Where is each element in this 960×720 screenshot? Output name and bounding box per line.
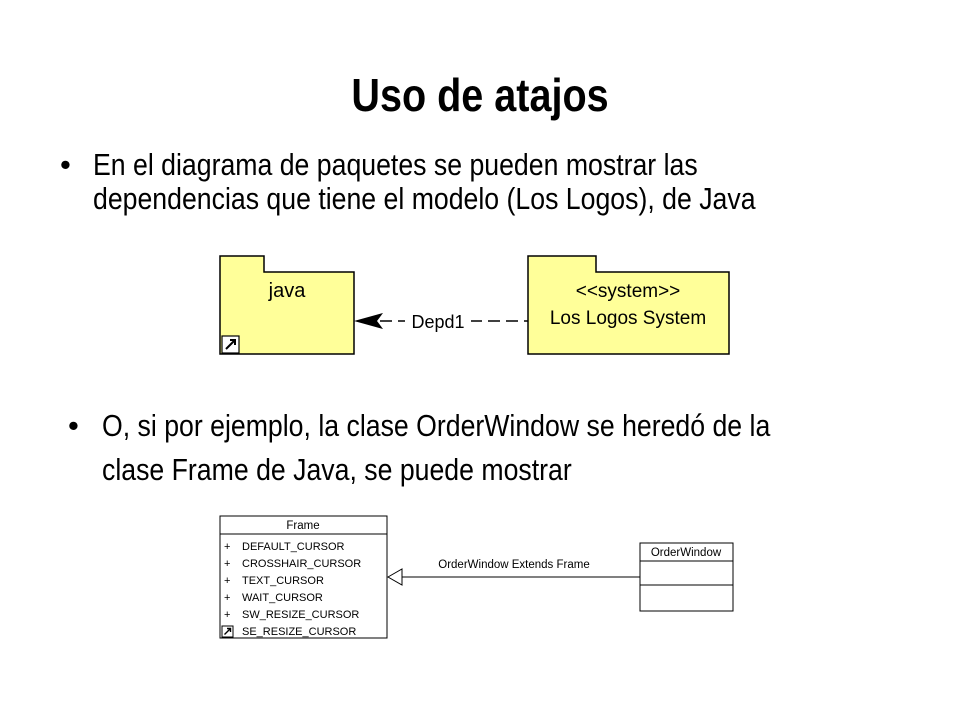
orderwindow-class-name: OrderWindow [650,547,722,559]
slide-title: Uso de atajos [351,69,609,121]
bullet-inheritance-line1: O, si por ejemplo, la clase OrderWindow se heredó de la [102,408,771,443]
java-package [220,256,354,354]
attribute-visibility: + [224,558,231,570]
attribute-visibility: + [224,575,231,587]
bullet-packages-line1: En el diagrama de paquetes se pueden mostrar las [93,147,698,182]
dependency-arrow [354,310,528,332]
generalization-arrow [388,559,640,585]
bullet-packages-line2: dependencias que tiene el modelo (Los Logos), de Java [93,181,756,216]
bullet-marker: • [60,147,71,182]
package-diagram [220,256,729,354]
bullet-inheritance-line2: clase Frame de Java, se puede mostrar [102,452,572,487]
attribute-visibility: + [224,592,231,604]
java-package-shape [220,256,354,354]
attribute-name: DEFAULT_CURSOR [242,541,345,553]
system-package-shape [528,256,729,354]
attribute-name: SW_RESIZE_CURSOR [242,609,360,621]
attribute-name: SE_RESIZE_CURSOR [242,626,357,638]
frame-class [220,516,387,638]
generalization-label: OrderWindow Extends Frame [438,559,590,571]
bullet-marker: • [68,408,79,443]
attribute-name: CROSSHAIR_CURSOR [242,558,362,570]
system-package [528,256,729,354]
shortcut-icon [222,626,233,637]
system-package-name: Los Logos System [549,308,707,329]
frame-class-name: Frame [286,520,320,532]
dependency-label: Depd1 [411,312,465,332]
shortcut-icon [222,336,239,353]
java-package-name: java [268,280,306,302]
attribute-name: WAIT_CURSOR [242,592,323,604]
system-stereotype: <<system>> [575,281,681,302]
attribute-visibility: + [224,541,231,553]
class-diagram [220,516,733,638]
attribute-visibility: + [224,609,231,621]
orderwindow-class [640,543,733,611]
attribute-name: TEXT_CURSOR [242,575,324,587]
